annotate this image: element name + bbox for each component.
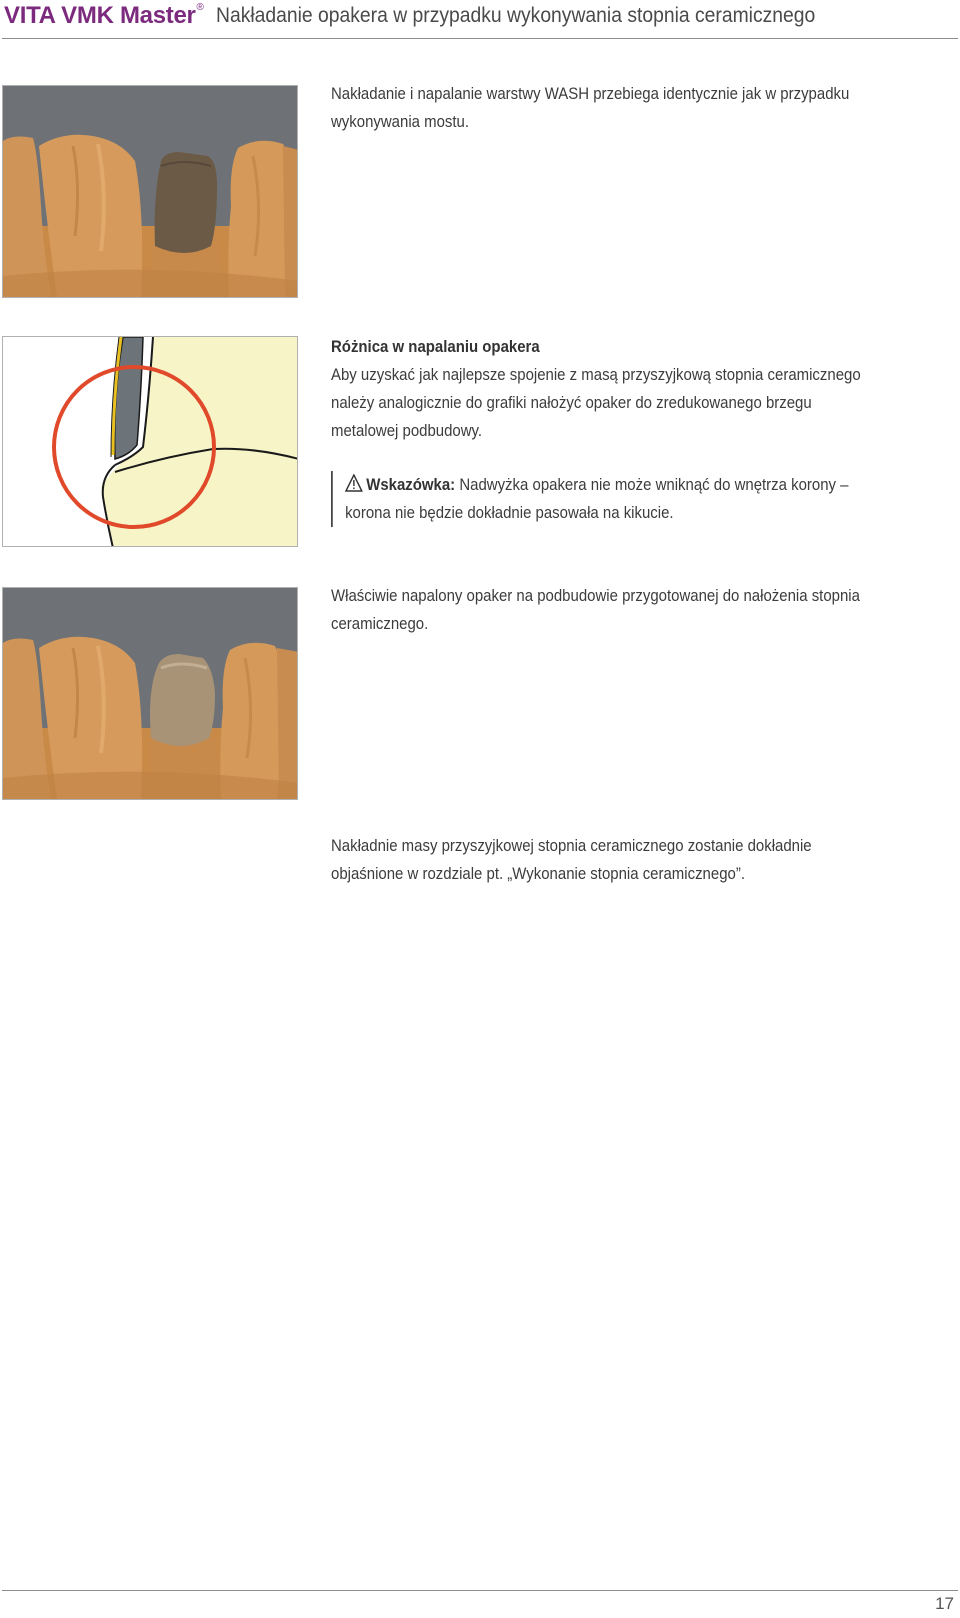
- note-callout: [331, 471, 891, 527]
- paragraph-fired-opaker: Właściwie napalony opaker na podbudowie przygotowanej do nałożenia stopnia ceramicznego.: [331, 586, 860, 633]
- photo-fired-opaker: [2, 587, 298, 800]
- paragraph-cervical-mass: Nakładnie masy przyszyjkowej stopnia ceramicznego zostanie dokładnie objaśnione w rozdziale pt. „Wykonanie stopnia ceramicznego”.: [331, 836, 812, 883]
- page-number: 17: [935, 1594, 954, 1613]
- page-title: Nakładanie opakera w przypadku wykonywania stopnia ceramicznego: [216, 4, 816, 27]
- paragraph-wash: Nakładanie i napalanie warstwy WASH przebiega identycznie jak w przypadku wykonywania mostu.: [331, 84, 850, 131]
- warning-triangle-icon: [345, 474, 363, 492]
- photo-coping-wash: [2, 85, 298, 298]
- brand-logo: VITA VMK Master®: [4, 2, 204, 29]
- header-divider: [2, 38, 958, 39]
- diagram-opaker-margin: [2, 336, 298, 547]
- note-label: Wskazówka:: [366, 475, 456, 494]
- section-heading: Różnica w napalaniu opakera: [331, 337, 540, 356]
- paragraph-difference: Aby uzyskać jak najlepsze spojenie z masą przyszyjkową stopnia ceramicznego należy analogicznie do grafiki nałożyć opaker do zredukowanego brzegu metalowej podbudowy.: [331, 365, 861, 440]
- note-text: Nadwyżka opakera nie może wniknąć do wnętrza korony – korona nie będzie dokładnie pasowała na kikucie.: [345, 475, 849, 522]
- page-header: [0, 0, 958, 40]
- footer-divider: [2, 1590, 958, 1591]
- section-difference: [331, 333, 877, 445]
